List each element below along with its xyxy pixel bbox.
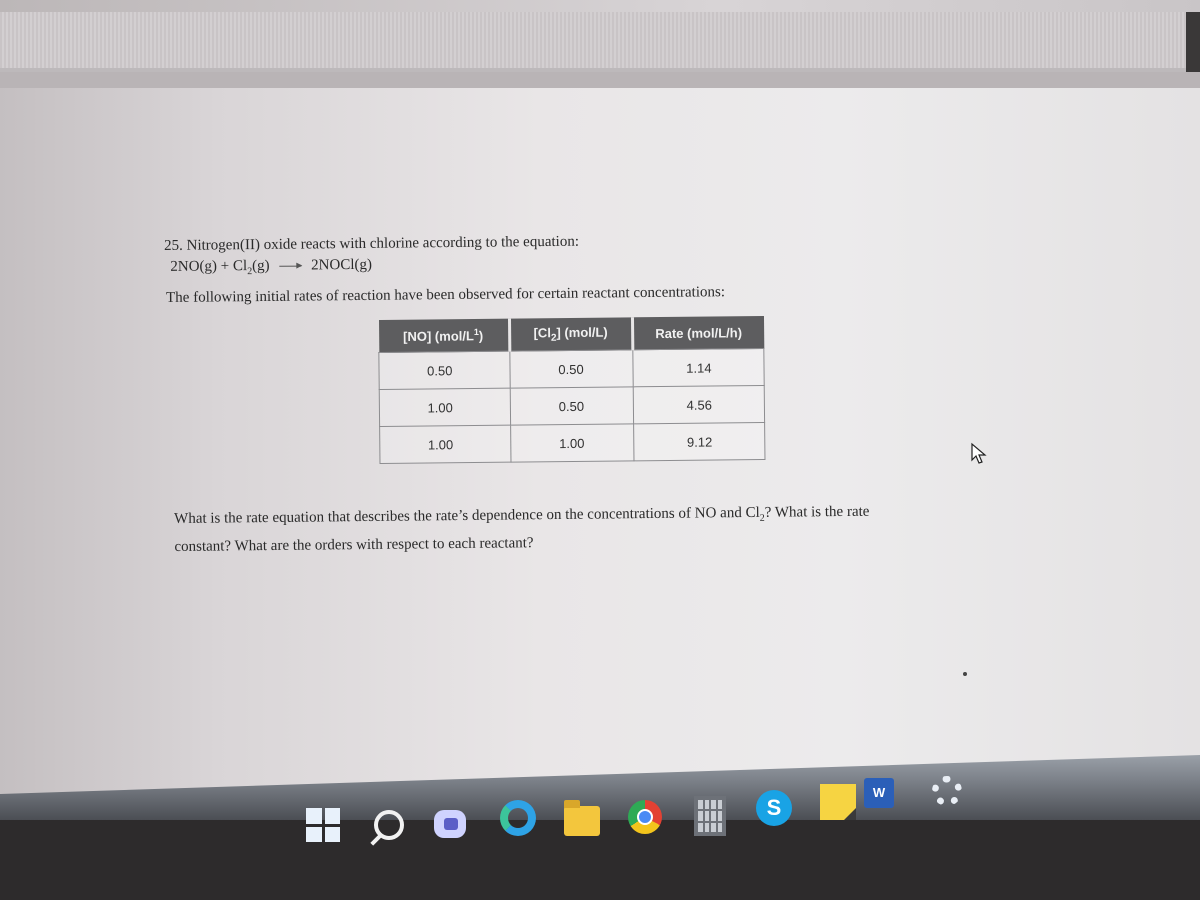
- skype-icon[interactable]: S: [756, 790, 792, 826]
- equation-state: (g): [252, 257, 270, 275]
- equation-subscript: 2: [247, 266, 253, 278]
- cell-rate: 9.12: [633, 422, 765, 460]
- word-icon[interactable]: W: [864, 778, 894, 808]
- cell-rate: 1.14: [632, 348, 764, 386]
- cell-cl2: 0.50: [509, 350, 632, 388]
- edge-icon[interactable]: [500, 800, 536, 836]
- question-text: Nitrogen(II) oxide reacts with chlorine according to the equation:: [186, 233, 580, 254]
- windows-start-icon[interactable]: [306, 808, 340, 842]
- file-explorer-icon[interactable]: [564, 806, 600, 836]
- header-rate: Rate (mol/L/h): [632, 316, 764, 350]
- followup-line-1: What is the rate equation that describes the rate’s dependence on the concentrations of NO and $Cl_2$? What is the rate: [174, 503, 870, 527]
- equation-reactants: 2NO(g) + Cl: [170, 258, 248, 275]
- chrome-icon[interactable]: [628, 800, 662, 834]
- cell-rate: 4.56: [633, 385, 765, 423]
- followup-line-2: constant? What are the orders with respect to each reactant?: [174, 535, 534, 555]
- table-intro-text: The following initial rates of reaction have been observed for certain reactant concentrations:: [166, 284, 726, 306]
- search-icon[interactable]: [374, 810, 404, 840]
- calculator-icon[interactable]: [694, 796, 726, 836]
- cell-cl2: 0.50: [510, 387, 633, 425]
- header-no-concentration: [NO] $(mol/L^1)$: [378, 319, 509, 353]
- header-cl2-concentration: $[Cl_2]$ (mol/L): [509, 317, 632, 351]
- cell-no: 1.00: [380, 425, 511, 463]
- equation-products: 2NOCl(g): [311, 256, 373, 274]
- settings-icon[interactable]: [932, 776, 962, 806]
- cell-cl2: 1.00: [510, 424, 633, 462]
- cell-no: 1.00: [379, 388, 510, 426]
- question-number: 25.: [164, 237, 183, 254]
- cell-no: 0.50: [379, 351, 510, 389]
- sticky-notes-icon[interactable]: [820, 784, 856, 820]
- chat-icon[interactable]: [434, 810, 466, 838]
